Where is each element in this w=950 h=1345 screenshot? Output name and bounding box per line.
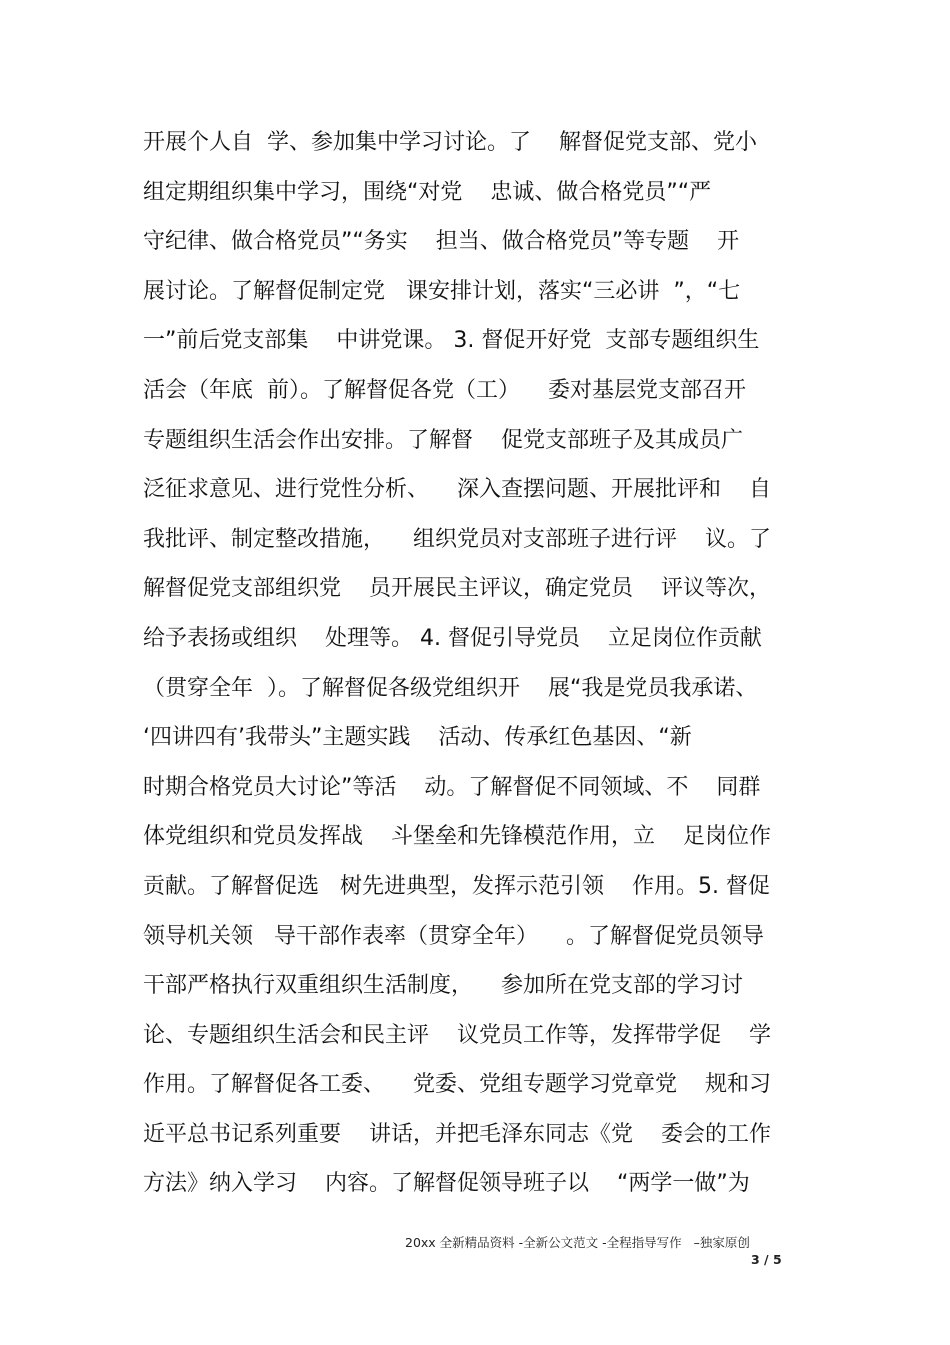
text-line: 组定期组织集中学习，围绕“对党 忠诚、做合格党员”“严 — [143, 179, 712, 205]
text-line: 体党组织和党员发挥战 斗堡垒和先锋模范作用，立 足岗位作 — [143, 824, 771, 850]
text-line: ‘四讲四有’我带头”主题实践 活动、传承红色基因、“新 — [143, 725, 692, 751]
text-line: 展讨论。了解督促制定党 课安排计划，落实“三必讲 ”，“七 — [143, 278, 741, 304]
footer-text: 20xx 全新精品资料 -全新公文范文 -全程指导写作 –独家原创 — [405, 1235, 750, 1250]
text-line: 论、专题组织生活会和民主评 议党员工作等，发挥带学促 学 — [143, 1022, 771, 1048]
text-line: 解督促党支部组织党 员开展民主评议，确定党员 评议等次， — [143, 576, 771, 602]
text-line: 守纪律、做合格党员”“务实 担当、做合格党员”等专题 开 — [143, 229, 740, 255]
text-line: 领导机关领 导干部作表率（贯穿全年） 。了解督促党员领导 — [143, 923, 764, 949]
text-line: （贯穿全年 ）。了解督促各级党组织开 展“我是党员我承诺、 — [143, 675, 758, 701]
text-line: 一”前后党支部集 中讲党课。 3. 督促开好党 支部专题组织生 — [143, 328, 760, 354]
text-line: 我批评、制定整改措施， 组织党员对支部班子进行评 议。了 — [143, 526, 771, 552]
page-number: 3 / 5 — [751, 1252, 782, 1267]
text-line: 泛征求意见、进行党性分析、 深入查摆问题、开展批评和 自 — [143, 477, 771, 503]
text-line: 方法》纳入学习 内容。了解督促领导班子以 “两学一做”为 — [143, 1171, 750, 1197]
text-line: 开展个人自 学、参加集中学习讨论。了 解督促党支部、党小 — [143, 130, 757, 155]
body-text — [143, 118, 823, 1209]
text-line: 活会（年底 前）。了解督促各党（工） 委对基层党支部召开 — [143, 377, 746, 403]
text-line: 干部严格执行双重组织生活制度， 参加所在党支部的学习讨 — [143, 973, 743, 999]
text-line: 时期合格党员大讨论”等活 动。了解督促不同领域、不 同群 — [143, 774, 761, 800]
text-line: 给予表扬或组织 处理等。 4. 督促引导党员 立足岗位作贡献 — [143, 625, 762, 651]
text-line: 贡献。了解督促选 树先进典型，发挥示范引领 作用。5. 督促 — [143, 873, 770, 899]
text-line: 作用。了解督促各工委、 党委、党组专题学习党章党 规和习 — [143, 1072, 771, 1098]
text-line: 专题组织生活会作出安排。了解督 促党支部班子及其成员广 — [143, 427, 743, 453]
text-line: 近平总书记系列重要 讲话，并把毛泽东同志《党 委会的工作 — [143, 1121, 771, 1147]
